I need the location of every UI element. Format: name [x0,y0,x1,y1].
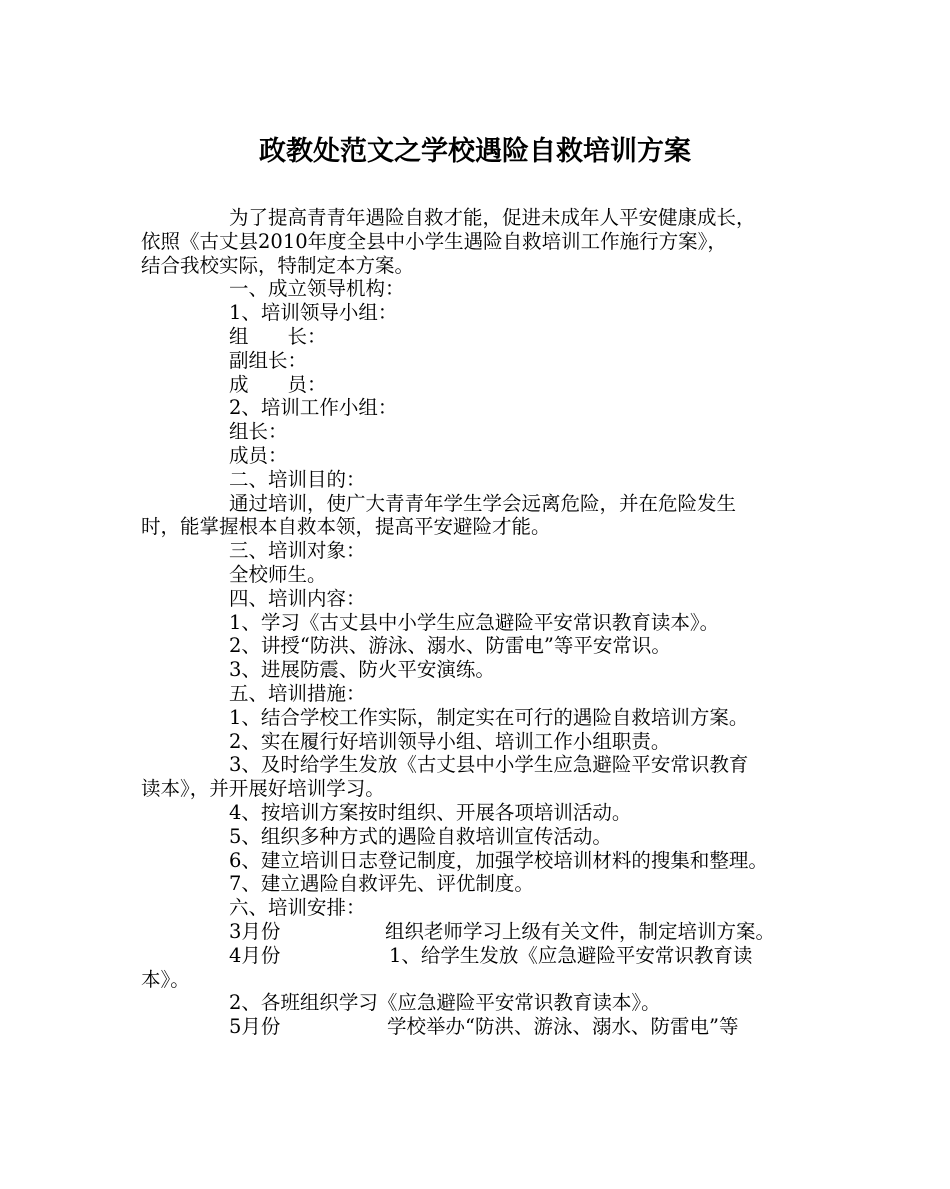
schedule-month: 5月份 [229,1015,281,1039]
schedule-row [141,944,831,968]
document-body [141,206,831,1039]
section-heading: 二、培训目的： [229,467,366,491]
paragraph-line: 1、培训领导小组： [229,301,398,325]
paragraph-line: 5、组织多种方式的遇险自救培训宣传活动。 [229,824,612,848]
paragraph-line: 2、各班组织学习《应急避险平安常识教育读本》。 [229,991,661,1015]
paragraph-line: 结合我校实际，特制定本方案。 [141,253,415,277]
paragraph-line: 3、及时给学生发放《古丈县中小学生应急避险平安常识教育 [229,753,749,777]
schedule-text: 学校举办“防洪、游泳、溺水、防雷电”等 [387,1015,739,1039]
paragraph-line: 组长： [229,420,288,444]
section-heading: 四、培训内容： [229,586,366,610]
paragraph-line: 通过培训，使广大青青年学生学会远离危险，并在危险发生 [229,491,737,515]
paragraph-line: 读本》，并开展好培训学习。 [141,777,385,801]
paragraph-line: 7、建立遇险自救评先、评优制度。 [229,872,534,896]
section-heading: 一、成立领导机构： [229,277,405,301]
document-title: 政教处范文之学校遇险自救培训方案 [259,136,691,167]
paragraph-line: 为了提高青青年遇险自救才能，促进未成年人平安健康成长， [229,206,756,229]
paragraph-line: 6、建立培训日志登记制度，加强学校培训材料的搜集和整理。 [229,848,768,872]
paragraph-line: 组 长： [229,324,327,348]
schedule-text: 组织老师学习上级有关文件，制定培训方案。 [385,919,776,943]
paragraph-line: 副组长： [229,348,308,372]
section-heading: 五、培训措施： [229,681,366,705]
paragraph-line: 本》。 [141,967,190,991]
section-heading: 三、培训对象： [229,539,366,563]
paragraph-line: 1、结合学校工作实际，制定实在可行的遇险自救培训方案。 [229,705,749,729]
paragraph-line: 2、实在履行好培训领导小组、培训工作小组职责。 [229,729,671,753]
paragraph-line: 4、按培训方案按时组织、开展各项培训活动。 [229,800,632,824]
schedule-row [141,920,831,944]
paragraph-line: 全校师生。 [229,562,327,586]
paragraph-line: 2、讲授“防洪、游泳、溺水、防雷电”等平安常识。 [229,634,671,658]
paragraph-line: 成员： [229,443,288,467]
schedule-month: 3月份 [229,919,281,943]
paragraph-line: 2、培训工作小组： [229,396,398,420]
paragraph-line: 依照《古丈县2010年度全县中小学生遇险自救培训工作施行方案》， [141,229,727,253]
schedule-row [141,1015,831,1039]
paragraph-line: 时，能掌握根本自救本领，提高平安避险才能。 [141,515,551,539]
paragraph-line: 成 员： [229,372,327,396]
paragraph-line: 1、学习《古丈县中小学生应急避险平安常识教育读本》。 [229,610,720,634]
schedule-month: 4月份 [229,943,281,967]
section-heading: 六、培训安排： [229,896,366,920]
paragraph-line: 3、进展防震、防火平安演练。 [229,658,495,682]
schedule-text: 1、给学生发放《应急避险平安常识教育读 [389,943,753,967]
